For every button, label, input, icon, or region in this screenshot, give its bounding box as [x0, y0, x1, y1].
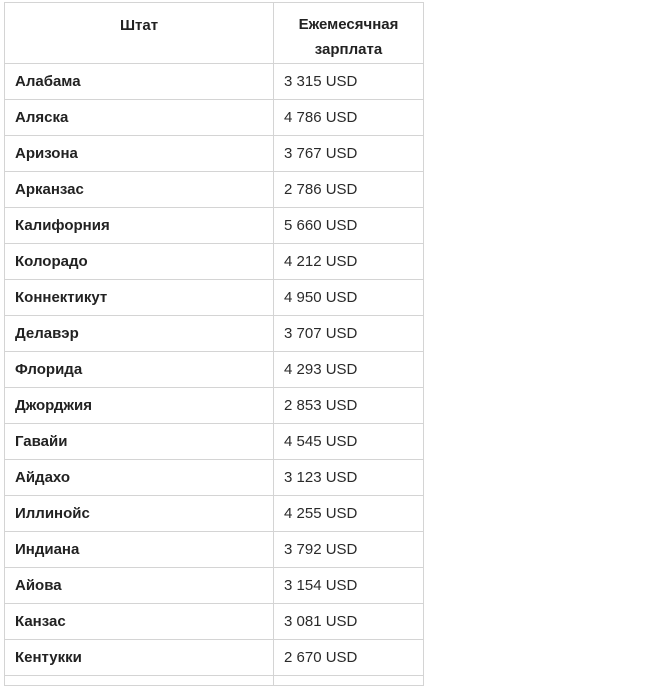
state-cell: Кентукки [5, 640, 274, 676]
salary-cell: 3 792 USD [274, 532, 424, 568]
table-row [5, 316, 424, 352]
state-cell: Коннектикут [5, 280, 274, 316]
state-cell: Джорджия [5, 388, 274, 424]
state-cell: Айдахо [5, 460, 274, 496]
table-row [5, 496, 424, 532]
table-row [5, 280, 424, 316]
table-header-row [5, 3, 424, 64]
table-row [5, 136, 424, 172]
state-cell: Колорадо [5, 244, 274, 280]
state-cell: Гавайи [5, 424, 274, 460]
table-row [5, 352, 424, 388]
salary-cell: 2 853 USD [274, 388, 424, 424]
salary-cell: 3 767 USD [274, 136, 424, 172]
salary-cell: 4 212 USD [274, 244, 424, 280]
table-row [5, 208, 424, 244]
salary-cell: 3 123 USD [274, 460, 424, 496]
salary-cell: 3 315 USD [274, 64, 424, 100]
table-row [5, 64, 424, 100]
state-cell: Калифорния [5, 208, 274, 244]
table-row [5, 388, 424, 424]
empty-cell [274, 676, 424, 686]
table-row [5, 532, 424, 568]
salary-cell: 4 950 USD [274, 280, 424, 316]
state-cell: Аляска [5, 100, 274, 136]
salary-cell: 2 786 USD [274, 172, 424, 208]
table-row [5, 568, 424, 604]
state-cell: Аризона [5, 136, 274, 172]
state-cell: Флорида [5, 352, 274, 388]
salary-cell: 5 660 USD [274, 208, 424, 244]
table-row [5, 604, 424, 640]
header-state: Штат [5, 3, 274, 64]
salary-cell: 4 293 USD [274, 352, 424, 388]
state-cell: Делавэр [5, 316, 274, 352]
header-monthly-salary: Ежемесячная зарплата [274, 3, 424, 64]
table-row [5, 100, 424, 136]
table-row [5, 244, 424, 280]
salary-table [4, 2, 424, 686]
salary-cell: 3 081 USD [274, 604, 424, 640]
table-row-partial [5, 676, 424, 686]
salary-cell: 4 545 USD [274, 424, 424, 460]
salary-cell: 4 255 USD [274, 496, 424, 532]
state-cell: Алабама [5, 64, 274, 100]
empty-cell [5, 676, 274, 686]
salary-cell: 4 786 USD [274, 100, 424, 136]
state-cell: Индиана [5, 532, 274, 568]
salary-table-container [4, 2, 424, 686]
salary-cell: 2 670 USD [274, 640, 424, 676]
table-row [5, 460, 424, 496]
state-cell: Иллинойс [5, 496, 274, 532]
salary-cell: 3 707 USD [274, 316, 424, 352]
state-cell: Канзас [5, 604, 274, 640]
salary-cell: 3 154 USD [274, 568, 424, 604]
table-row [5, 172, 424, 208]
state-cell: Айова [5, 568, 274, 604]
table-row [5, 424, 424, 460]
state-cell: Арканзас [5, 172, 274, 208]
table-row [5, 640, 424, 676]
